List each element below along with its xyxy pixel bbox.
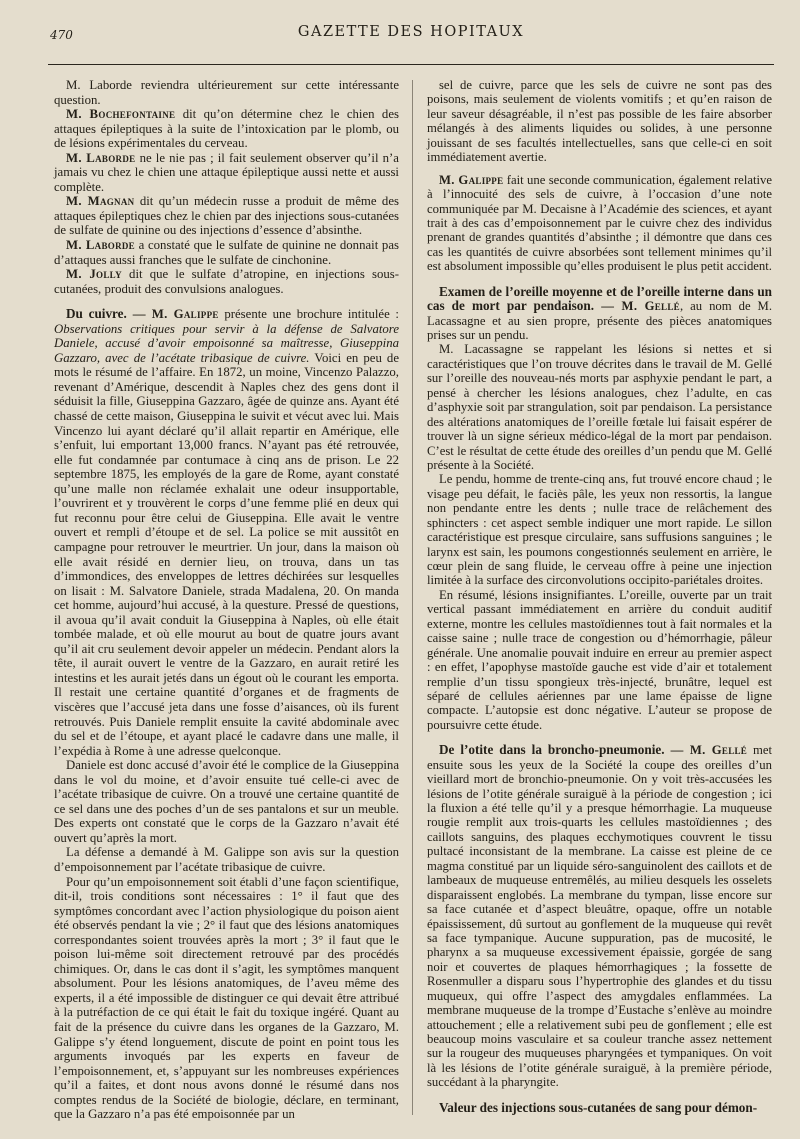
paragraph [54,151,399,195]
section-valeur [427,1101,772,1115]
paragraph [427,173,772,274]
section-otite [427,743,772,1090]
paragraph: La défense a demandé à M. Galippe son avis sur la question d’empoisonnement par l’acétate tribasique de cuivre. [54,845,399,874]
section-oreille [427,285,772,343]
paragraph-text: dit qu’on détermine chez le chien des attaques épileptiques à la suite de l’intoxication par le plomb, ou de lésions expérimentales du cerveau. [54,107,399,151]
right-column [427,78,772,1115]
section-title: De l’otite dans la broncho-pneumonie. [439,742,665,758]
book-title: Observations critiques pour servir à la défense de Salvatore Daniele, accusé d’avoir empoisonné sa maîtresse, Giuseppina Gazzaro, avec de l’acétate tribasique de cuivre. [54,321,399,365]
paragraph-text: présente une brochure intitulée : [218,307,399,322]
paragraph: En résumé, lésions insignifiantes. L’oreille, ouverte par un trait vertical passant immédiatement en arrière du conduit auditif externe, montre les cellules mastoïdiennes tout à fait normales et la caisse saine ; nulle trace de congestion ou d’hémorrhagie, pâleur générale. Une anomalie pouvait induire en erreur au premier aspect : en effet, l’apophyse mastoïde gauche est vide d’air et totalement remplie d’un tissu spongieux très-injecté, brunâtre, lequel est séparé de cellules aériennes par une lame épaisse de ligne compacte. L’autopsie est donc négative. L’auteur se propose de poursuivre cette étude. [427,587,772,732]
paragraph-text: fait une seconde communication, également relative à l’innocuité des sels de cuivre, à l’occasion d’une note communiquée par M. Decaisne à l’Académie des sciences, et ayant trait à des cas d’empoisonnement par le cuivre chez des individus prenant de grandes quantités d’absinthe ; il démontre que dans ces cas les quantités de cuivre absorbées sont tellement minimes qu’il est absolument impossible qu’elles produisent le plus petit accident. [427,172,772,274]
paragraph-text: dit que le sulfate d’atropine, en injections sous-cutanées, produit des convulsions analogues. [54,267,399,296]
speaker-name: — M. Galippe [126,307,219,322]
paragraph-text: a constaté que le sulfate de quinine ne donnait pas d’attaques aussi franches que le sulfate de cinchonine. [54,238,399,267]
speaker-name: M. Galippe [439,172,504,187]
paragraph [54,267,399,296]
paragraph [54,107,399,151]
paragraph-text: , au nom de M. Lacassagne et au sien propre, présente des pièces anatomiques prises sur un pendu. [427,299,773,342]
speaker-name: M. Laborde [66,238,135,253]
section-title: Du cuivre. [66,306,127,322]
speaker-name: M. Jolly [66,267,122,282]
journal-title: GAZETTE DES HOPITAUX [297,24,525,40]
paragraph-text: Voici en peu de mots le résumé de l’affaire. En 1872, un moine, Vincenzo Palazzo, revenant d’Amérique, descendit à Naples chez des gens dont il séduisit la fille, Giuseppina Gazzaro, âgée de quinze ans. Ayant été chassé de cette maison, Giuseppina le suivit et vécut avec lui. Mais Vincenzo lui ayant déclaré qu’il allait repartir en Amérique, elle s’enfuit, lui emportant 13,000 francs. N’ayant pas été retrouvée, elle fut condamnée par contumace à cinq ans de prison. Le 22 septembre 1875, les employés de la gare de Rome, ayant constaté qu’une malle non réclamée exhalait une odeur insupportable, l’ouvrirent et y trouvèrent le corps d’une femme plié en deux qui fut reconnu pour être celui de Giuseppina. Elle avait le ventre ouvert et rempli d’étoupe et de sel. La police se mit aussitôt en campagne pour retrouver le meurtrier. Un jour, dans la maison où elle avait résidé en dernier lieu, on trouva, dans un tas d’immondices, des enveloppes de lettres déchirées sur lesquelles on lisait : M. Salvatore Daniele, strada Madalena, 20. On manda cet homme, aujourd’hui accusé, à la questure. Pressé de questions, il avoua qu’il avait conduit la Giuseppina à Naples, où elle était tombée malade, et où elle mourut au bout de quatre jours avant qu’il ait cru seulement devoir appeler un médecin. Pendant alors la tête, il aurait ouvert le ventre de la Gazzaro, en aurait retiré les intestins et les aurait jetés dans un égout où le courant les emporta. Il restait une certaine quantité d’organes et de fragments de viscères que l’accusé jeta dans une fosse d’aisances, où ils furent retrouvés. Puis Daniele remplit ensuite la cavité abdominale avec du sel et de l’étoupe, et ayant placé le cadavre dans une malle, il l’expédia à Rome à une adresse quelconque. [54,350,399,758]
paragraph: M. Lacassagne se rappelant les lésions si nettes et si caractéristiques que l’on trouve décrites dans le travail de M. Gellé sur l’oreille des nouveau-nés morts par asphyxie pendant le part, a pensé à chercher les lésions analogues, chez l’adulte, en cas d’asphyxie soit par strangulation, soit par pendaison. La persistance des altérations anatomiques de l’oreille fœtale lui faisait espérer de trouver là un signe sérieux médico-légal de la mort par pendaison. C’est le résultat de cette étude des oreilles d’un pendu que M. Gellé présente à la Société. [427,342,772,472]
header-rule [48,64,774,65]
section-cuivre [54,307,399,758]
paragraph [54,194,399,238]
paragraph: Daniele est donc accusé d’avoir été le complice de la Giuseppina dans le vol du moine, et d’avoir ensuite tué celle-ci avec de l’acétate tribasique de cuivre. On a trouvé une certaine quantité de ce sel dans une des poches d’un de ses pantalons et sur un meuble. Des experts ont constaté que le corps de la Gazzaro n’avait été ouvert qu’après la mort. [54,758,399,845]
speaker-name: M. Bochefontaine [66,107,176,122]
paragraph-text: dit qu’un médecin russe a produit de même des attaques épileptiques chez le chien par des injections sous-cutanées de sulfate de quinine ou des injections d’essence d’absinthe. [54,194,399,238]
speaker-name: — M. Gellé [594,299,680,314]
paragraph-text: ne le nie pas ; il fait seulement observer qu’il n’a jamais vu chez le chien une attaque épileptique aussi nette et aussi complète. [54,150,399,194]
section-title: Valeur des injections sous-cutanées de sang pour démon- [439,1099,758,1115]
paragraph: Pour qu’un empoisonnement soit établi d’une façon scientifique, dit-il, trois conditions sont nécessaires : 1° il faut que des symptômes concordant avec l’action physiologique du poison aient été observés pendant la vie ; 2° il faut que des lésions anatomiques correspondantes soient trouvées après la mort ; 3° il faut que le poison lui-même soit directement retrouvé par des procédés chimiques. Or, dans le cas dont il s’agit, les symptômes manquent absolument. Pour les lésions anatomiques, de l’aveu même des experts, il a été impossible de distinguer ce qui devait être attribué à la putréfaction de ce qui était le fait du toxique ingéré. Quant au fait de la présence du cuivre dans les organes de la Gazzaro, M. Galippe s’y étend longuement, discute de point en point tous les arguments invoqués par les experts en faveur de l’empoisonnement, et, s’appuyant sur les nombreuses expériences qu’il a faites, et dont nous avons donné le résumé dans nos comptes rendus de la Société de biologie, déclare, en terminant, que la Gazzaro n’a pas été empoisonnée par un [54,874,399,1122]
paragraph [54,238,399,267]
left-column [54,78,399,1122]
column-divider [412,80,413,1115]
speaker-name: — M. Gellé [664,743,748,758]
speaker-name: M. Magnan [66,194,135,209]
speaker-name: M. Laborde [66,150,136,165]
page-number: 470 [50,28,73,42]
paragraph: sel de cuivre, parce que les sels de cuivre ne sont pas des poisons, mais seulement de violents vomitifs ; et qu’en raison de leur saveur désagréable, il n’est pas possible de les faire absorber mélangés à des aliments liquides ou solides, à une personne jouissant de ses facultés intellectuelles, sans que celle-ci en soit immédiatement avertie. [427,78,772,165]
page-header [50,22,772,46]
paragraph: Le pendu, homme de trente-cinq ans, fut trouvé encore chaud ; le visage peu défait, le faciès pâle, les yeux non ressortis, la langue non pendante entre les dents ; nulle trace de relâchement des sphincters : cet aspect semble indiquer une mort rapide. Le sillon caractéristique est presque circulaire, sans suffusions sanguines ; le larynx est sain, les poumons congestionnés seulement en arrière, le cœur plein de sang fluide, le cerveau offre à peine une injection limitée à la surface des circonvolutions occipito-pariétales droites. [427,472,772,588]
section-title: Examen de l’oreille moyenne et de l’oreille interne dans un cas de mort par pendaison. [427,283,772,314]
paragraph-text: met ensuite sous les yeux de la Société la coupe des oreilles d’un vieillard mort de bronchio-pneumonie. On y voit très-accusées les lésions de l’otite générale suraiguë à la période de congestion ; ici la fluxion a été telle qu’il y a presque hémorrhagie. La muqueuse rougie remplit aux trois-quarts les cellules mastoïdiennes ; des caillots sanguins, des plaques ecchymotiques couvrent le tissu pultacé inconsistant de la membrane. La caisse est pleine de ce magma constitué par un liquide séro-sanguinolent des caillots et de lambeaux de muqueuse entremêlés, au milieu desquels les osselets disparaissent englobés. La membrane du tympan, lisse encore sur sa face cutanée et d’aspect bleuâtre, opaque, offre un notable épaississement, dû surtout au gonflement de la muqueuse qui revêt sa face tympanique. Aucune suppuration, pas de mucosité, le pharynx a sa muqueuse excessivement épaissie, gorgée de sang noir et couvertes de plaques hémorrhagiques ; la fossette de Rosenmuller a disparu sous l’hypertrophie des glandes et du tissu muqueux, qui offre l’aspect des amygdales enflammées. La membrane muqueuse de la trompe d’Eustache s’enlève au moindre attouchement ; elle a relativement subi peu de gonflement ; elle est beaucoup moins vasculaire et sa couleur tranche assez nettement sur la rougeur des muqueuses pharyngées et tympaniques. On voit là les lésions de l’otite générale suraiguë, à la première période, succédant à la pharyngite. [427,743,772,1090]
paragraph: M. Laborde reviendra ultérieurement sur cette intéressante question. [54,78,399,107]
